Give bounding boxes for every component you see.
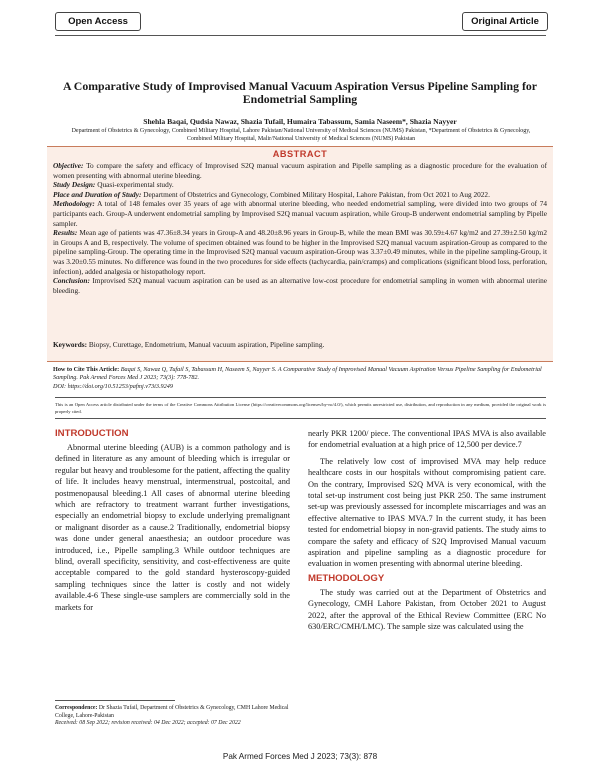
correspondence: Correspondence: Dr Shazia Tufail, Department of Obstetrics & Gynecology, CMH Lahore Medical College, Lahore-Pakistan Received: 08 Sep 2022; revision received: 04 Dec 2022; accepted: 07 Dec 2022	[55, 705, 289, 727]
doi-link[interactable]: DOI: https://doi.org/10.51253/pafmj.v73i3.9249	[53, 383, 173, 390]
keywords: Keywords: Biopsy, Curettage, Endometrium, Manual vacuum aspiration, Pipeline sampling.	[53, 340, 325, 349]
introduction-paragraph-cont: nearly PKR 1200/ piece. The conventional IPAS MVA is also available for endometrial evaluation at a high price of 12,500 per device.7	[308, 429, 546, 450]
license-rule-bottom	[55, 418, 546, 419]
abstract-conclusion: Conclusion: Improvised S2Q manual vacuum aspiration can be used as an alternative low-cost procedure for endometrial sampling in women with abnormal uterine bleeding.	[53, 276, 548, 295]
citation: How to Cite This Article: Baqai S, Nawaz Q, Tufail S, Tabassum H, Naseem S, Nayyer S. A Comparative Study of Improvised Manual Vacuum Aspiration Versus Pipeline Sampling for Endometrial Sampling. Pak Armed Forces Med J 2023; 73(3): 778-782.	[53, 366, 542, 382]
abstract-place: Place and Duration of Study: Department of Obstetrics and Gynecology, Combined Military Hospital, Lahore Pakistan, from Oct 2021 to Aug 2022.	[53, 189, 490, 199]
introduction-heading: INTRODUCTION	[55, 428, 129, 439]
article-type-badge: Original Article	[462, 12, 548, 31]
license-text: This is an Open Access article distributed under the terms of the Creative Commons Attribution License (https://creativecommons.org/licenses/by-nc/4.0/), which permits unrestricted use, distribution, and reproduction in any medium, provided the original work is properly cited.	[55, 402, 546, 414]
page-footer: Pak Armed Forces Med J 2023; 73(3): 878	[222, 752, 378, 761]
abstract-design: Study Design: Quasi-experimental study.	[53, 180, 174, 190]
abstract-objective: Objective: To compare the safety and efficacy of Improvised S2Q manual vacuum aspiration and Pipelle sampling as a diagnostic procedure for the evaluation of women presenting with abnormal uterine bleeding.	[53, 161, 547, 180]
correspondence-rule	[55, 700, 175, 701]
introduction-paragraph: Abnormal uterine bleeding (AUB) is a common pathology and is defined in literature as any amount of bleeding which is irregular or regular but heavy and troublesome for the patient, affecting the quality of life. It includes heavy menstrual, intermenstrual, postcoital, and postmenopausal bleeding.1 All cases of abnormal uterine bleeding which are refractory to treatment warrant further investigations, especially an endometrial biopsy to exclude underlying premalignant or malignant disorder as a cause.2 Traditionally, endometrial biopsy was done under general anaesthesia; an outdoor procedure was introduced, i.e., Pipelle sampling.3 While outdoor techniques are blind, overall specificity, sensitivity, and cost-effectiveness are quite acceptable compared to the gold standard hysteroscopy-guided sampling techniques since the latter is costly and not widely available.4-6 These single-use samplers are commercially sold in the markets for	[55, 443, 290, 612]
abstract-methodology: Methodology: A total of 148 females over 35 years of age with abnormal uterine bleeding, who needed endometrial sampling, were divided into two groups of 74 participants each. Group-A underwent endometrial sampling by Improvised S2Q manual vacuum aspiration, while Group-B underwent endometrial sampling by Pipelle sampler.	[53, 199, 548, 228]
license-rule-top	[55, 397, 546, 398]
introduction-paragraph-2: The relatively low cost of improvised MVA may help reduce healthcare costs in our hospitals without compromising patient care. On the contrary, Improvised S2Q MVA is very economical, with the total set-up instrument cost being just PKR 250. The same instrument set-up was previously assessed for incomplete miscarriages and was an effective alternative to IPAS MVA.7 In the current study, it has been tested for endometrial biopsy in non-gravid patients. The study aims to compare the safety and efficacy of S2Q Improvised Manual vacuum aspiration and pipeline sampling as a diagnostic procedure for evaluation in women presenting with abnormal uterine bleeding.	[308, 456, 546, 569]
methodology-heading: METHODOLOGY	[308, 572, 385, 584]
abstract-heading: ABSTRACT	[272, 149, 328, 159]
right-column	[308, 428, 546, 633]
left-column	[55, 428, 290, 613]
author-list: Shehla Baqai, Qudsia Nawaz, Shazia Tufail, Humaira Tabassum, Samia Naseem*, Shazia Nayyer	[143, 117, 457, 126]
abstract-body	[53, 161, 547, 295]
affiliation: Department of Obstetrics & Gynecology, Combined Military Hospital, Lahore Pakistan/National University of Medical Sciences (NUMS) Pakistan, *Department of Obstetrics & Gynecology, Combined Military Hospital, Malir/National University of Medical Sciences (NUMS) Pakistan	[71, 128, 531, 142]
open-access-badge: Open Access	[55, 12, 141, 31]
header-rule	[55, 35, 546, 36]
methodology-paragraph: The study was carried out at the Department of Obstetrics and Gynecology, CMH Lahore Pakistan, from October 2021 to August 2022, after the approval of the Ethical Review Committee (ERC No 630/ERC/CMH/LMC). The sample size was calculated using the	[308, 587, 546, 632]
received-dates: Received: 08 Sep 2022; revision received: 04 Dec 2022; accepted: 07 Dec 2022	[55, 720, 241, 727]
article-title: A Comparative Study of Improvised Manual Vacuum Aspiration Versus Pipeline Sampling for Endometrial Sampling	[62, 79, 538, 106]
abstract-results: Results: Mean age of patients was 47.36±8.34 years in Group-A and 48.20±8.96 years in Group-B, while the mean BMI was 30.59±4.67 kg/m2 and 27.39±2.50 kg/m2 in Groups A and B, respectively. The volume of specimen obtained was found to be higher in the Improvised S2Q manual vacuum aspiration-Group as compared to the pipeline sampling-Group. The operating time in the Improvised S2Q manual vacuum aspiration-Group was 3.37±0.49 minutes, while in the pipeline sampling-Group, it was 3.20±0.55 minutes. No difference was found in the two procedures for side effects (tachycardia, pain/cramps) and complications (significant blood loss, perforation, infection), added analgesia or histopathology report.	[53, 228, 547, 276]
